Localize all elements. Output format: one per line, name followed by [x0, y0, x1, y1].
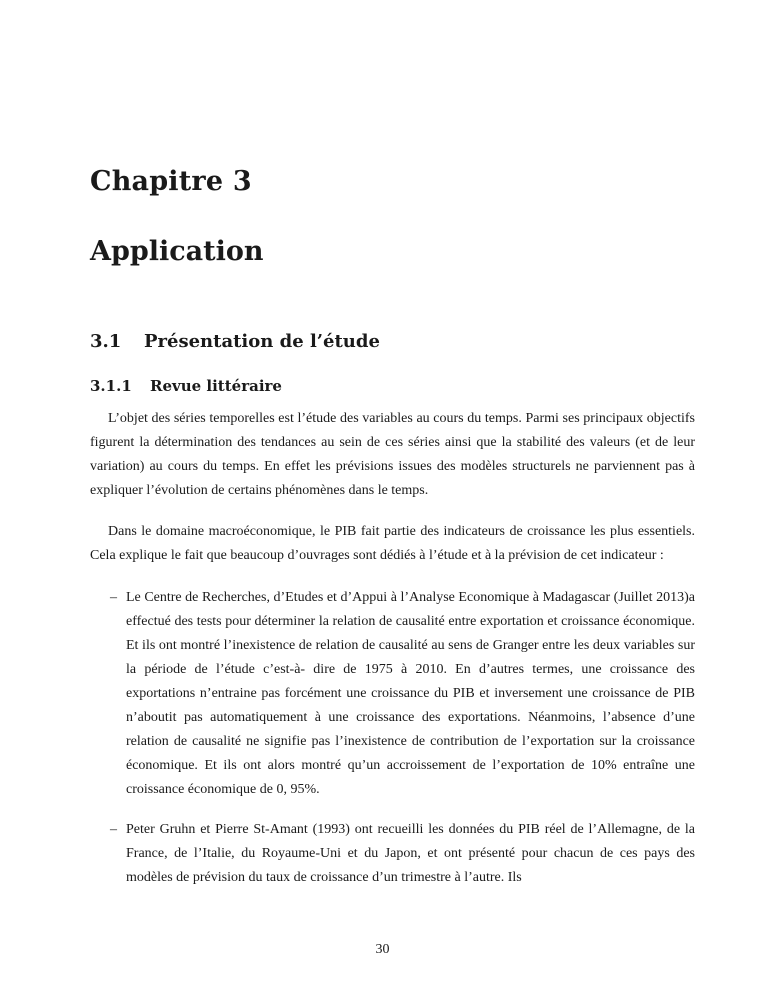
chapter-title: Application: [90, 236, 264, 267]
literature-list: [110, 586, 695, 906]
subsection-heading: [90, 377, 282, 395]
list-item-text: Le Centre de Recherches, d’Etudes et d’Appui à l’Analyse Economique à Madagascar (Juillet 2013)a effectué des tests pour déterminer la relation de causalité entre exportation et croissance économique. Et ils ont montré l’inexistence de relation de causalité au sens de Granger entre les deux variables sur la période de l’étude c’est-à- dire de 1975 à 2010. En d’autres termes, une croissance des exportations n’entraine pas forcément une croissance du PIB et inversement une croissance de PIB n’aboutit pas automatiquement à une croissance des exportations. Néanmoins, l’absence d’une relation de causalité ne signifie pas l’inexistence de contribution de l’exportation sur la croissance économique. Et ils ont alors montré qu’un accroissement de l’exportation de 10% entraîne une croissance économique de 0, 95%.: [126, 590, 695, 797]
body-paragraph: Dans le domaine macroéconomique, le PIB fait partie des indicateurs de croissance les plus essentiels. Cela explique le fait que beaucoup d’ouvrages sont dédiés à l’étude et à la prévision de cet indicateur :: [90, 524, 695, 563]
list-item: [110, 586, 695, 802]
list-item: [110, 818, 695, 890]
list-item-text: Peter Gruhn et Pierre St-Amant (1993) ont recueilli les données du PIB réel de l’Allemagne, de la France, de l’Italie, du Royaume-Uni et du Japon, et ont présenté pour chacun de ces pays des modèles de prévision du taux de croissance d’un trimestre à l’autre. Ils: [126, 822, 695, 885]
subsection-title: Revue littéraire: [150, 377, 282, 395]
chapter-label: Chapitre 3: [90, 166, 252, 197]
section-title: Présentation de l’étude: [144, 331, 380, 352]
list-marker: –: [110, 822, 117, 837]
section-heading: [90, 331, 380, 352]
section-number: 3.1: [90, 331, 122, 352]
list-marker: –: [110, 590, 117, 605]
body-paragraph: L’objet des séries temporelles est l’étude des variables au cours du temps. Parmi ses principaux objectifs figurent la détermination des tendances au sein de ces séries ainsi que la stabilité des valeurs (et de leur variation) au cours du temps. En effet les prévisions issues des modèles structurels ne parviennent pas à expliquer l’évolution de certains phénomènes dans le temps.: [90, 411, 695, 498]
page-number: 30: [375, 942, 390, 957]
subsection-number: 3.1.1: [90, 377, 132, 395]
